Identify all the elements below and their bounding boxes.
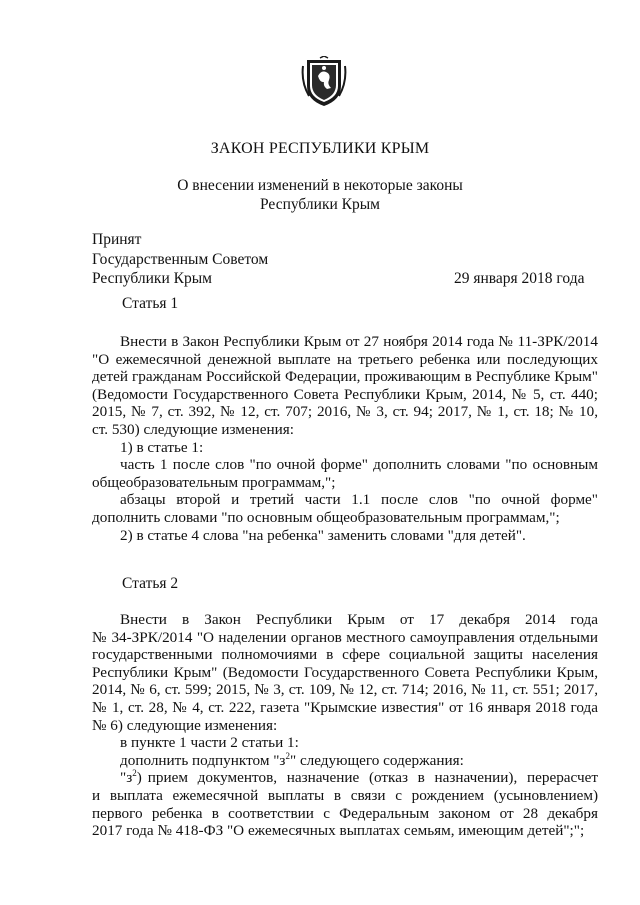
text-line: № 6) следующие изменения: [92,716,278,734]
text-line: "О ежемесячной денежной выплате на третьего ребенка или последующих [92,350,598,368]
document-subtitle [0,176,640,214]
text-line: (Ведомости Государственного Совета Республики Крым, 2014, № 5, ст. 440; [92,385,598,403]
crimea-emblem-icon [301,56,347,108]
article-2-heading: Статья 2 [122,575,179,592]
text-line: и выплата ежемесячной выплаты в связи с рождением (усыновлением) [92,786,598,804]
text-line: 2014, № 6, ст. 599; 2015, № 3, ст. 109, № 12, ст. 714; 2016, № 11, ст. 551; 2017, [92,681,598,699]
text-fragment: прием документов, назначение (отказ в назначении), перерасчет [147,769,598,787]
text-line: 1) в статье 1: [120,438,204,456]
document-title: ЗАКОН РЕСПУБЛИКИ КРЫМ [210,140,430,157]
subtitle-line: О внесении изменений в некоторые законы [177,177,463,194]
subitem-label: "$з^2$" [273,750,297,769]
text-line: дополнить словами "по основным общеобразовательным программам,"; [92,508,560,526]
item-label: "$з^2$) [120,768,142,787]
text-line: № 34-ЗРК/2014 "О наделении органов местного самоуправления отдельными [92,628,598,646]
text-line: Внести в Закон Республики Крым от 27 ноября 2014 года № 11-ЗРК/2014 [120,333,598,350]
article-2-body [92,611,598,840]
text-line: 2) в статье 4 слова "на ребенка" заменить словами "для детей". [120,526,526,544]
text-line: общеобразовательным программам,"; [92,473,336,491]
subtitle-line: Республики Крым [260,196,380,213]
text-line: № 1, ст. 28, № 4, ст. 222, газета "Крымские известия" от 16 января 2018 года [92,698,598,716]
text-line: Республики Крым" (Ведомости Государственного Совета Республики Крым, [92,663,598,681]
adopted-by-republic: Республики Крым [92,270,212,287]
text-line: Внести в Закон Республики Крым от 17 декабря 2014 года [120,611,598,628]
text-line: абзацы второй и третий части 1.1 после слов "по очной форме" [120,491,598,509]
adopted-by: Государственным Советом [92,250,269,268]
text-line: 2015, № 7, ст. 392, № 12, ст. 707; 2016, № 3, ст. 94; 2017, № 1, ст. 18; № 10, [92,403,598,421]
text-fragment: дополнить подпунктом [120,751,270,769]
text-line: в пункте 1 части 2 статьи 1: [120,734,299,752]
text-line: государственными полномочиями в сфере социальной защиты населения [92,646,598,664]
text-line: ст. 530) следующие изменения: [92,420,294,438]
adoption-date: 29 января 2018 года [454,270,585,287]
item-line [92,769,598,787]
text-line: первого ребенка в соответствии с Федеральным законом от 28 декабря [92,804,598,822]
article-1-body [92,333,598,544]
text-line: 2017 года № 418-ФЗ "О ежемесячных выплатах семьям, имеющим детей";"; [92,822,585,840]
subitem-line [92,752,598,770]
text-line: часть 1 после слов "по очной форме" дополнить словами "по основным [120,456,598,474]
text-fragment: следующего содержания: [299,751,464,769]
adopted-label: Принят [92,231,142,248]
text-line: детей гражданам Российской Федерации, проживающим в Республике Крым" [92,368,598,386]
article-1-heading: Статья 1 [122,295,179,312]
